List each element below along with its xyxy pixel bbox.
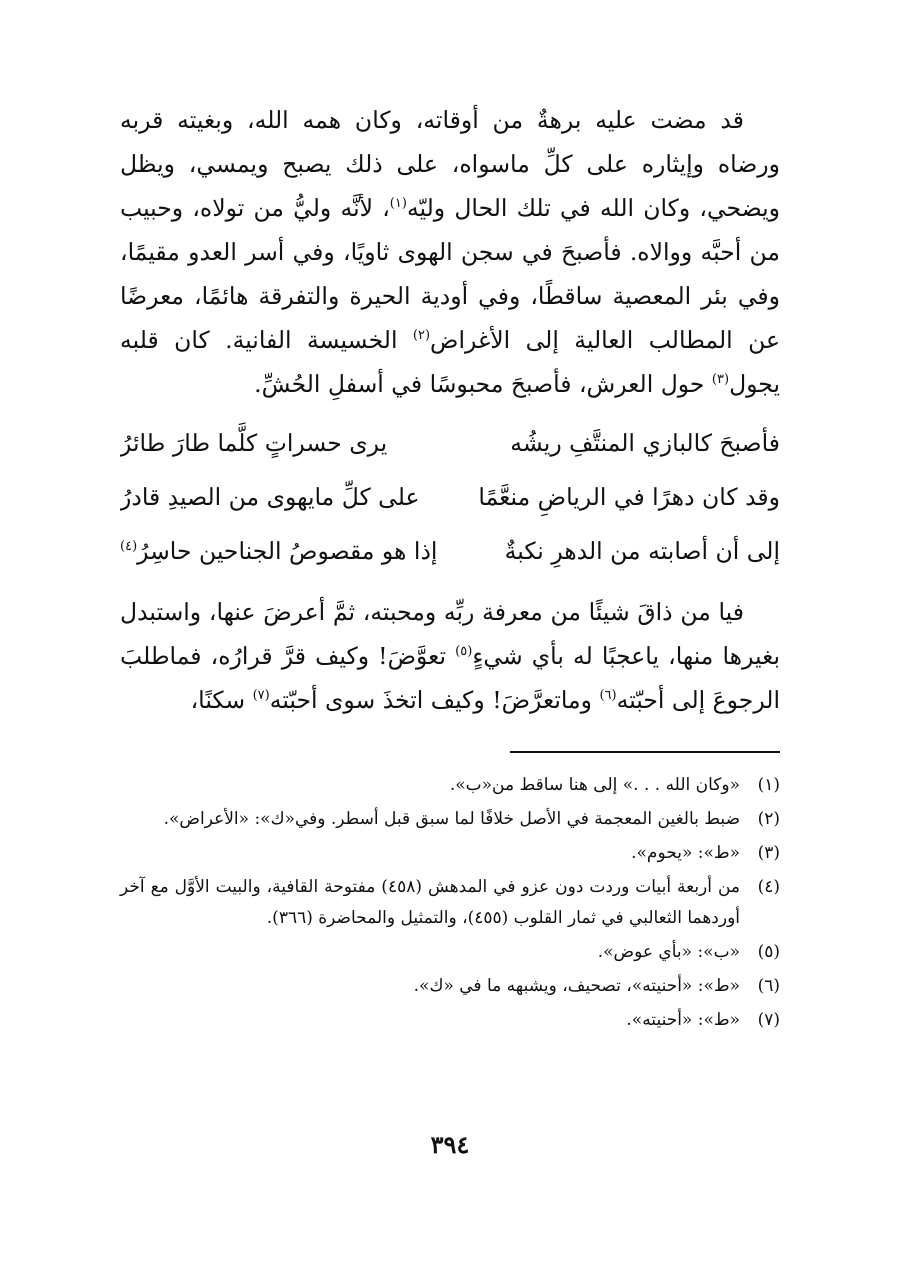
footnote [120,804,780,835]
poem-verse [120,470,780,524]
footnote-text: «ط»: «يحوم». [631,843,740,863]
footnote [120,838,780,869]
paragraph-1 [120,98,780,406]
footnote-ref-2: (٢) [412,328,431,344]
paragraph-1-text: الخسيسة الفانية. كان قلبه يجول [120,326,780,398]
footnote [120,937,780,968]
paragraph-2-text: وماتعرَّضَ! وكيف اتخذَ سوى أحبّته [269,686,600,714]
footnote-text: «وكان الله . . .» إلى هنا ساقط من«ب». [449,775,740,795]
footnote-text: «ط»: «أحنيته»، تصحيف، ويشبهه ما في «ك». [413,976,740,996]
paragraph-1-text: حول العرش، فأصبحَ محبوسًا في أسفلِ الحُشِّ. [254,370,712,398]
footnote-text: «ط»: «أحنيته». [626,1010,740,1030]
poem-verse [120,416,780,470]
footnote-text: ضبط بالغين المعجمة في الأصل خلافًا لما سبق قبل أسطر. وفي«ك»: «الأعراض». [163,809,740,829]
footnote-number: (٤) [757,877,780,897]
footnote [120,872,780,934]
footnote-ref-5: (٥) [455,644,473,660]
footnote [120,1005,780,1036]
verse-second-hemistich [120,524,438,578]
poem [120,416,780,578]
paragraph-1-text: قد مضت عليه برهةٌ من أوقاته، وكان همه الله، وبغيته قربه ورضاه وإيثاره على كلِّ ماسواه، على ذلك يصبح ويمسي، ويظل ويضحي، وكان الله في تلك الحال وليّه [120,106,780,222]
footnote-number: (٥) [757,942,780,962]
footnote-ref-6: (٦) [599,688,617,704]
paragraph-1-text: ، لأنَّه وليُّ من تولاه، وحبيب من أحبَّه ووالاه. فأصبحَ في سجن الهوى ثاويًا، وفي أسر العدو مقيمًا، وفي بئر المعصية ساقطًا، وفي أودية الحيرة والتفرقة هائمًا، معرضًا عن المطالب العالية إلى الأغراض [120,194,780,354]
paragraph-2-text: فيا من ذاقَ شيئًا من معرفة ربِّه ومحبته، ثمَّ أعرضَ عنها، واستبدل بغيرها منها، ياعجبًا له بأي شيءٍ [120,598,781,670]
footnote-ref-4: (٤) [120,539,138,555]
page-number: ٣٩٤ [430,1130,470,1159]
footnote-ref-7: (٧) [252,688,270,704]
footnote-number: (٣) [757,843,780,863]
verse-first-hemistich: فأصبحَ كالبازي المنتَّفِ ريشُه [510,429,780,457]
footnote-number: (٧) [757,1010,780,1030]
verse-second-hemistich-text: إذا هو مقصوصُ الجناحين حاسِرُ [137,537,438,565]
footnote [120,971,780,1002]
footnote-text: من أربعة أبيات وردت دون عزو في المدهش (٤٥٨) مفتوحة القافية، والبيت الأوَّل مع آخر أوردهما الثعالبي في ثمار القلوب (٤٥٥)، والتمثيل والمحاضرة (٣٦٦). [120,877,740,928]
verse-first-hemistich: إلى أن أصابته من الدهرِ نكبةٌ [504,537,780,565]
footnote-separator [510,751,780,753]
paragraph-2-text: سكنًا، [190,686,253,714]
verse-first-hemistich: وقد كان دهرًا في الرياضِ منعَّمًا [478,483,780,511]
footnote-ref-1: (١) [389,196,407,212]
verse-second-hemistich: يرى حسراتٍ كلَّما طارَ طائرُ [120,429,388,457]
footnote-number: (٢) [757,809,780,829]
footnote-number: (٦) [757,976,780,996]
footnote-text: «ب»: «بأي عوض». [597,942,740,962]
main-text [120,98,780,722]
footnotes [120,770,780,1039]
poem-verse [120,524,780,578]
paragraph-2 [120,590,780,722]
footnote [120,770,780,801]
paragraph-2-text: تعوَّضَ! وكيف قرَّ قرارُه، فماطلبَ الرجوعَ إلى أحبّته [120,642,780,714]
verse-second-hemistich: على كلِّ مايهوى من الصيدِ قادرُ [120,483,420,511]
footnote-ref-3: (٣) [711,372,730,388]
footnote-number: (١) [757,775,780,795]
